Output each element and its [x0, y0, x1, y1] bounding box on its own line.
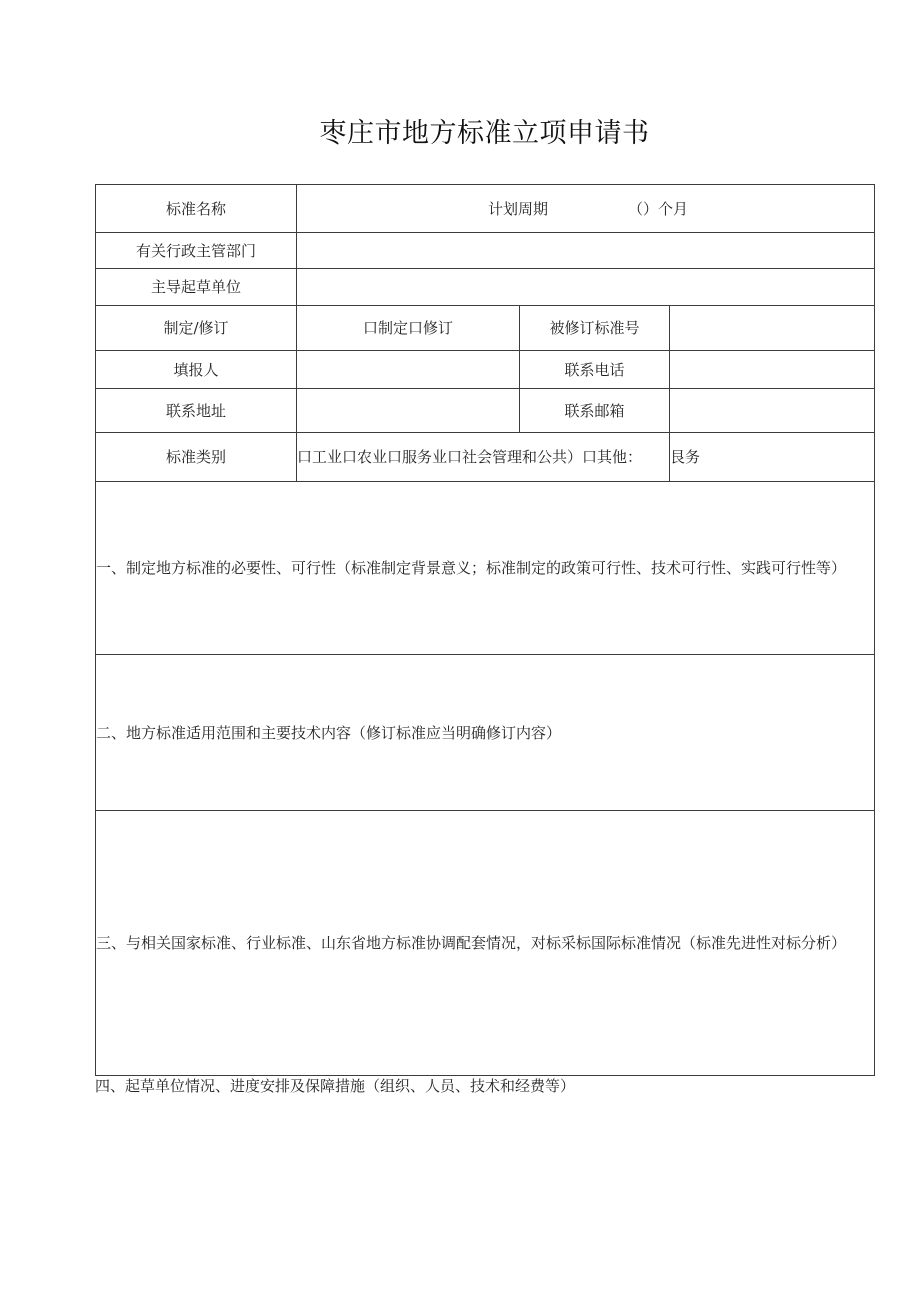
page-title: 枣庄市地方标准立项申请书	[319, 118, 650, 149]
applicant-label: 填报人	[96, 351, 297, 389]
category-label: 标准类别	[96, 433, 297, 482]
phone-value-cell	[670, 351, 875, 389]
row-drafting-unit	[96, 269, 875, 306]
section-one-heading: 一、制定地方标准的必要性、可行性（标准制定背景意义；标准制定的政策可行性、技术可行性、实践可行性等）	[96, 482, 875, 655]
section-four-heading: 四、起草单位情况、进度安排及保障措施（组织、人员、技术和经费等）	[95, 1077, 576, 1095]
address-value-cell	[297, 389, 520, 433]
row-section-three	[96, 811, 875, 1076]
revised-standard-number-value-cell	[670, 306, 875, 351]
revision-type-options: 口制定口修订	[297, 306, 520, 351]
standard-name-label: 标准名称	[96, 185, 297, 233]
application-form-table	[95, 184, 875, 1076]
row-revision-type	[96, 306, 875, 351]
row-category	[96, 433, 875, 482]
revised-standard-number-label: 被修订标准号	[520, 306, 670, 351]
email-label: 联系邮箱	[520, 389, 670, 433]
phone-label: 联系电话	[520, 351, 670, 389]
row-applicant	[96, 351, 875, 389]
drafting-unit-label: 主导起草单位	[96, 269, 297, 306]
row-competent-department	[96, 233, 875, 269]
revision-type-label: 制定/修订	[96, 306, 297, 351]
drafting-unit-value-cell	[297, 269, 875, 306]
row-address	[96, 389, 875, 433]
competent-department-value-cell	[297, 233, 875, 269]
section-two-heading: 二、地方标准适用范围和主要技术内容（修订标准应当明确修订内容）	[96, 655, 875, 811]
section-three-heading: 三、与相关国家标准、行业标准、山东省地方标准协调配套情况，对标采标国际标准情况（标准先进性对标分析）	[96, 811, 875, 1076]
standard-name-value-cell	[297, 185, 875, 233]
category-extra-text: 艮务	[670, 433, 875, 482]
row-section-one	[96, 482, 875, 655]
email-value-cell	[670, 389, 875, 433]
plan-period-unit: （）个月	[628, 199, 689, 218]
applicant-value-cell	[297, 351, 520, 389]
row-section-two	[96, 655, 875, 811]
category-options: 口工业口农业口服务业口社会管理和公共）口其他：	[297, 433, 670, 482]
plan-period-label: 计划周期	[488, 199, 549, 218]
competent-department-label: 有关行政主管部门	[96, 233, 297, 269]
address-label: 联系地址	[96, 389, 297, 433]
row-standard-name	[96, 185, 875, 233]
